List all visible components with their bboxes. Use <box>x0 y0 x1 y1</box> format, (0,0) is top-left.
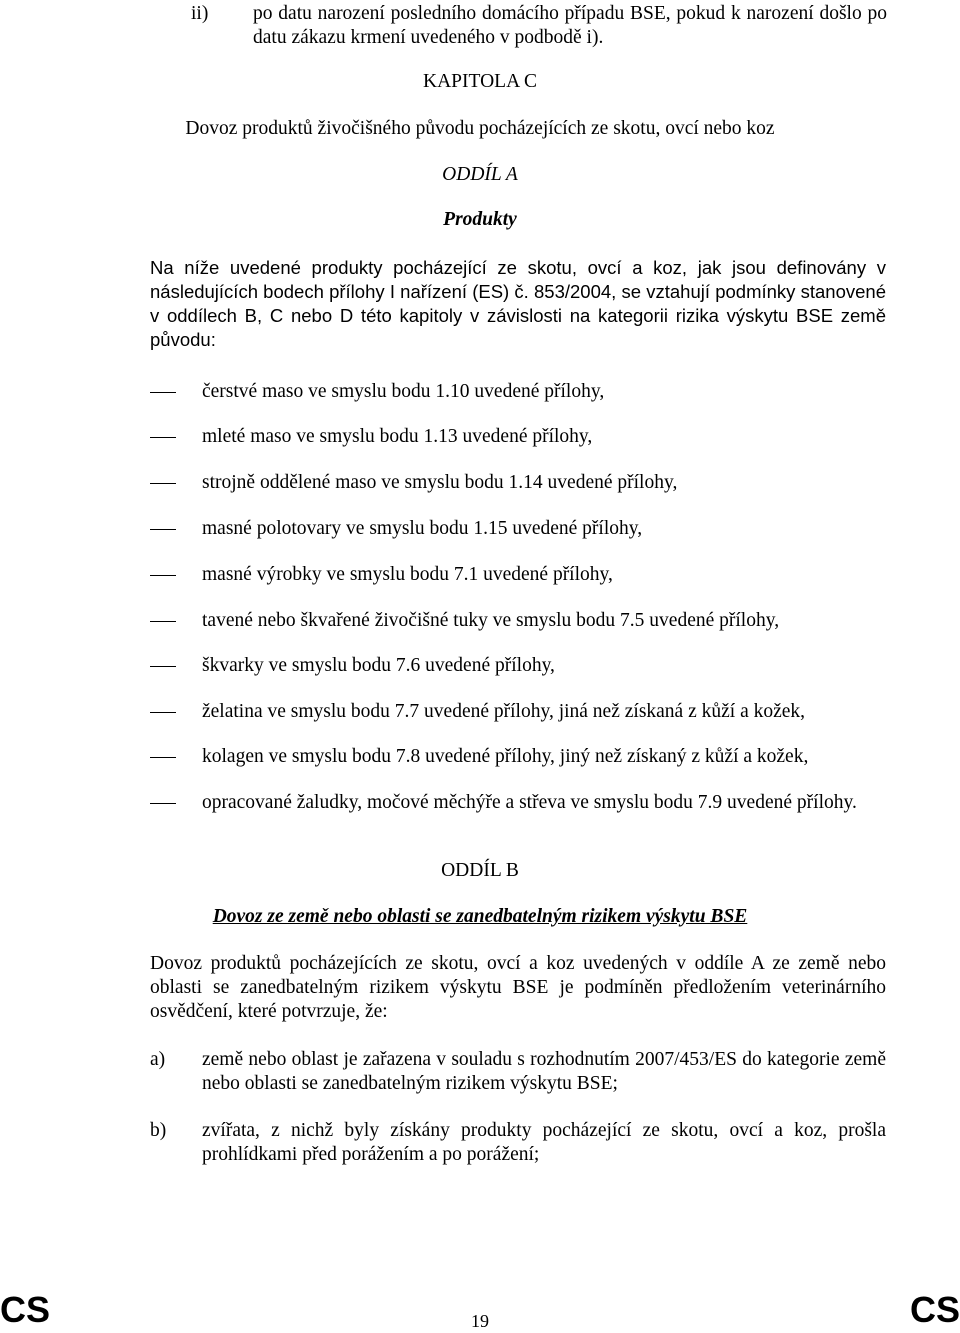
dash-bullet <box>150 529 176 530</box>
section-b-label: ODDÍL B <box>441 860 519 881</box>
list-item-text: mleté maso ve smyslu bodu 1.13 uvedené přílohy, <box>202 426 593 447</box>
list-item-text: země nebo oblast je zařazena v souladu s rozhodnutím 2007/453/ES do kategorie země nebo oblasti se zanedbatelným rizikem výskytu BSE; <box>202 1049 886 1094</box>
section-a-subtitle: Produkty <box>443 209 517 230</box>
item-ii-text: po datu narození posledního domácího případu BSE, pokud k narození došlo po datu zákazu krmení uvedeného v podbodě i). <box>253 3 887 48</box>
list-item-text: želatina ve smyslu bodu 7.7 uvedené přílohy, jiná než získaná z kůží a kožek, <box>202 701 806 722</box>
dash-bullet <box>150 666 176 667</box>
dash-bullet <box>150 575 176 576</box>
list-item-marker: a) <box>150 1049 166 1070</box>
dash-bullet <box>150 621 176 622</box>
item-ii-marker: ii) <box>191 3 209 24</box>
list-item-text: zvířata, z nichž byly získány produkty pocházející ze skotu, ovcí a koz, prošla prohlídkami před porážením a po porážení; <box>202 1120 886 1165</box>
dash-bullet <box>150 437 176 438</box>
dash-bullet <box>150 712 176 713</box>
dash-bullet <box>150 757 176 758</box>
list-item-text: kolagen ve smyslu bodu 7.8 uvedené přílohy, jiný než získaný z kůží a kožek, <box>202 746 809 767</box>
language-code-left: CS <box>0 1289 51 1330</box>
section-a-intro-paragraph: Na níže uvedené produkty pocházející ze skotu, ovcí a koz, jak jsou definovány v následujících bodech přílohy I nařízení (ES) č. 853/2004, se vztahují podmínky stanovené v oddílech B, C nebo D této kapitoly v závislosti na kategorii rizika výskytu BSE země původu: <box>150 257 886 350</box>
section-b-title: Dovoz ze země nebo oblasti se zanedbatelným rizikem výskytu BSE <box>212 906 748 927</box>
list-item-marker: b) <box>150 1120 167 1141</box>
section-b-intro-paragraph: Dovoz produktů pocházejících ze skotu, ovcí a koz uvedených v oddíle A ze země nebo oblasti se zanedbatelným rizikem výskytu BSE je podmíněn předložením veterinárního osvědčení, které potvrzuje, že: <box>150 953 886 1022</box>
section-a-label: ODDÍL A <box>442 164 518 185</box>
list-item-text: masné polotovary ve smyslu bodu 1.15 uvedené přílohy, <box>202 518 643 539</box>
list-item-text: tavené nebo škvařené živočišné tuky ve smyslu bodu 7.5 uvedené přílohy, <box>202 610 780 631</box>
dash-bullet <box>150 483 176 484</box>
list-item-text: strojně oddělené maso ve smyslu bodu 1.14 uvedené přílohy, <box>202 472 678 493</box>
list-item-text: škvarky ve smyslu bodu 7.6 uvedené přílohy, <box>202 655 555 676</box>
chapter-label: KAPITOLA C <box>423 71 537 92</box>
dash-bullet <box>150 392 176 393</box>
list-item-text: čerstvé maso ve smyslu bodu 1.10 uvedené přílohy, <box>202 381 605 402</box>
dash-bullet <box>150 803 176 804</box>
list-item-text: masné výrobky ve smyslu bodu 7.1 uvedené přílohy, <box>202 564 613 585</box>
page-number: 19 <box>471 1311 489 1331</box>
chapter-title: Dovoz produktů živočišného původu pocházejících ze skotu, ovcí nebo koz <box>185 118 775 139</box>
language-code-right: CS <box>909 1289 960 1330</box>
list-item-text: opracované žaludky, močové měchýře a střeva ve smyslu bodu 7.9 uvedené přílohy. <box>202 792 857 813</box>
